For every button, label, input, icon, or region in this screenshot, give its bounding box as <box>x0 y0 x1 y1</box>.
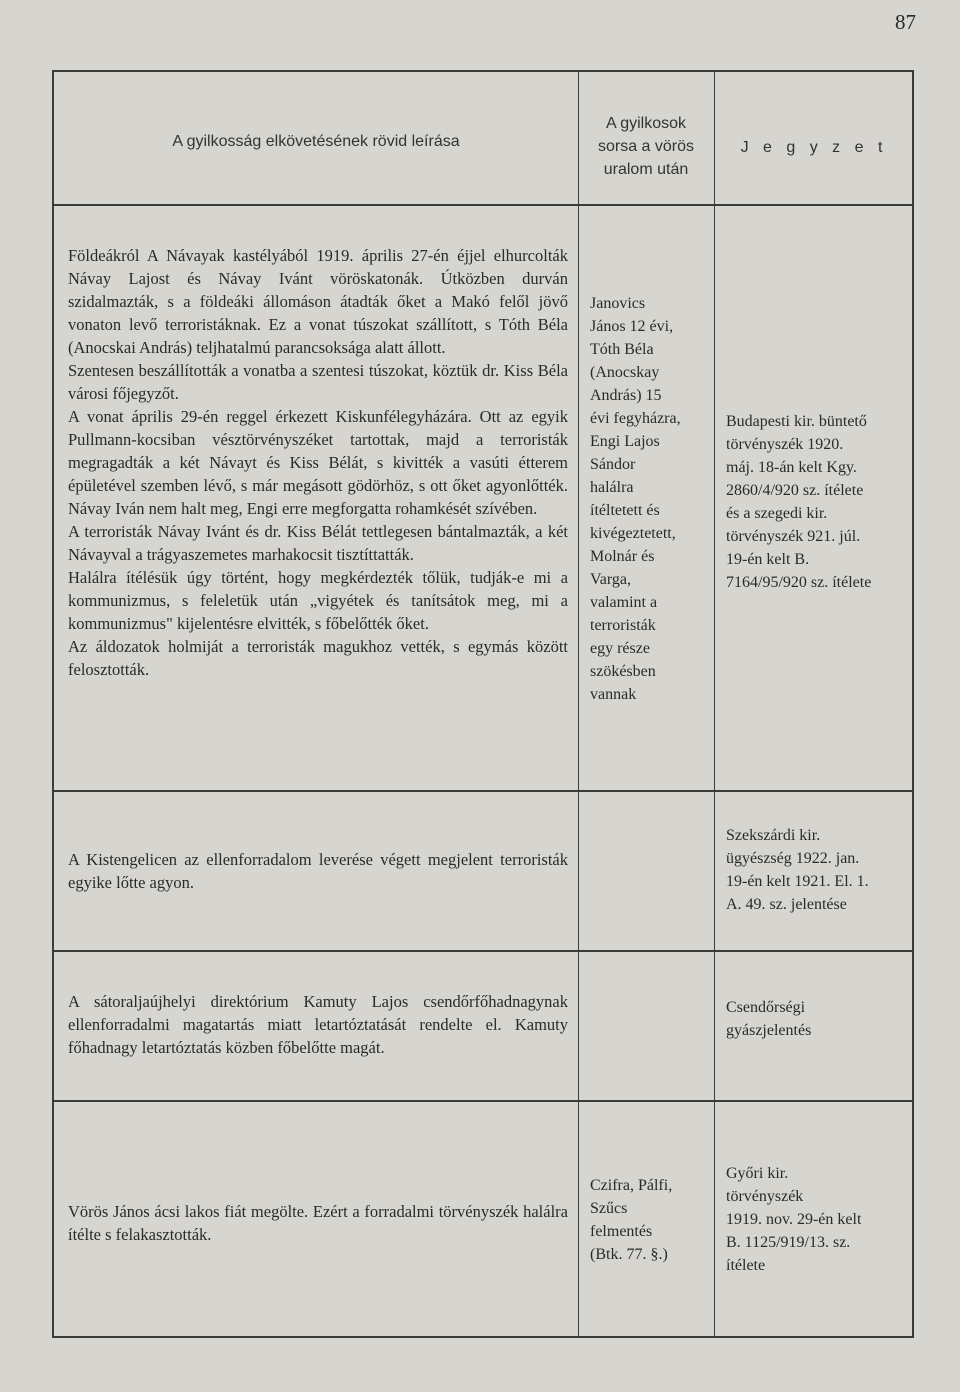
row-description <box>68 244 568 681</box>
description-paragraph: Halálra ítélésük úgy történt, hogy megkérdezték tőlük, tudják-e mi a kommunizmus, s feleletük után „vigyétek és tanítsátok meg, mi a kommunizmus" kijelentésre elvitték, s főbelőtték őket. <box>68 568 568 633</box>
column-divider <box>578 952 579 1100</box>
row-description <box>68 848 568 894</box>
note-line: ítélete <box>726 1257 766 1274</box>
note-line: törvényszék 921. júl. <box>726 528 861 545</box>
note-line: 1919. nov. 29-én kelt <box>726 1211 862 1228</box>
fate-line: felmentés <box>590 1223 653 1240</box>
row-fate <box>590 292 712 706</box>
note-line: törvényszék <box>726 1188 804 1205</box>
description-paragraph: A terroristák Návay Ivánt és dr. Kiss Bélát tettlegesen bántalmazták, a két Návayval a trágyaszemetes marhakocsit tisztíttatták. <box>68 522 568 564</box>
description-paragraph: Földeákról A Návayak kastélyából 1919. április 27-én éjjel elhurcolták Návay Lajost és Návay Ivánt vöröskatonák. Útközben durván szidalmazták, s a földeáki állomáson átadták őket a Makó felől jövő vonaton levő terroristáknak. Ez a vonat túszokat szállított, s Tóth Béla (Anocskai András) teljhatalmú parancsoksága alatt állott. <box>68 246 568 357</box>
fate-line: János 12 évi, <box>590 318 674 335</box>
row-note <box>726 824 912 916</box>
fate-line: Czifra, Pálfi, <box>590 1177 673 1194</box>
fate-line: ítéltetett és <box>590 502 660 519</box>
row-fate <box>590 1174 712 1266</box>
fate-line: Engi Lajos <box>590 433 660 450</box>
column-divider <box>714 792 715 950</box>
row-description <box>68 990 568 1059</box>
page-number: 87 <box>895 10 916 34</box>
table-row <box>54 952 912 1102</box>
note-line: 19-én kelt 1921. El. 1. <box>726 873 869 890</box>
column-divider <box>714 1102 715 1336</box>
description-paragraph: Szentesen beszállították a vonatba a szentesi túszokat, köztük dr. Kiss Béla városi főjegyzőt. <box>68 361 568 403</box>
fate-line: Janovics <box>590 295 646 312</box>
header-note: J e g y z e t <box>740 139 888 156</box>
note-line: ügyészség 1922. jan. <box>726 850 860 867</box>
row-note <box>726 996 912 1042</box>
header-fate <box>578 112 714 181</box>
note-line: Csendőrségi <box>726 999 806 1016</box>
fate-line: évi fegyházra, <box>590 410 681 427</box>
note-line: és a szegedi kir. <box>726 505 828 522</box>
note-line: gyászjelentés <box>726 1022 812 1039</box>
row-description <box>68 1200 568 1246</box>
header-fate-line: uralom után <box>603 161 689 178</box>
column-divider <box>578 1102 579 1336</box>
header-fate-line: A gyilkosok <box>605 115 687 132</box>
note-line: 7164/95/920 sz. ítélete <box>726 574 872 591</box>
note-line: máj. 18-án kelt Kgy. <box>726 459 857 476</box>
column-divider <box>714 952 715 1100</box>
table-row <box>54 792 912 952</box>
description-paragraph: A sátoraljaújhelyi direktórium Kamuty Lajos csendőrfőhadnagynak ellenforradalmi magatartás miatt letartóztatását rendelte el. Kamuty főhadnagy letartóztatás közben főbelőtte magát. <box>68 992 568 1057</box>
description-paragraph: Az áldozatok holmiját a terroristák magukhoz vették, s egymás között felosztották. <box>68 637 568 679</box>
row-note <box>726 410 912 594</box>
row-note <box>726 1162 912 1277</box>
fate-line: vannak <box>590 686 637 703</box>
note-line: 19-én kelt B. <box>726 551 810 568</box>
fate-line: Szűcs <box>590 1200 628 1217</box>
note-line: A. 49. sz. jelentése <box>726 896 847 913</box>
fate-line: Sándor <box>590 456 636 473</box>
note-line: B. 1125/919/13. sz. <box>726 1234 851 1251</box>
description-paragraph: A Kistengelicen az ellenforradalom leverése végett megjelent terroristák egyike lőtte agyon. <box>68 850 568 892</box>
fate-line: kivégeztetett, <box>590 525 676 542</box>
fate-line: terroristák <box>590 617 656 634</box>
note-line: Budapesti kir. büntető <box>726 413 867 430</box>
table-row <box>54 206 912 792</box>
fate-line: Molnár és <box>590 548 655 565</box>
column-divider <box>714 206 715 790</box>
fate-line: Varga, <box>590 571 632 588</box>
header-description: A gyilkosság elkövetésének rövid leírása <box>172 133 460 150</box>
column-divider <box>578 792 579 950</box>
description-paragraph: A vonat április 29-én reggel érkezett Kiskunfélegyházára. Ott az egyik Pullmann-kocsiban vésztörvényszéket tartottak, majd a terroristák megragadták a két Návayt és Kiss Bélát, s kivitték a vasúti étterem épületével szemben lévő, s már megásott gödörhöz, s ott őket agyonlőtték. Návay Iván nem halt meg, Engi erre megforgatta rohamkését szívében. <box>68 407 568 518</box>
fate-line: (Btk. 77. §.) <box>590 1246 668 1263</box>
fate-line: szökésben <box>590 663 656 680</box>
note-line: 2860/4/920 sz. ítélete <box>726 482 864 499</box>
note-line: Győri kir. <box>726 1165 789 1182</box>
description-paragraph: Vörös János ácsi lakos fiát megölte. Ezért a forradalmi törvényszék halálra ítélte s felakasztották. <box>68 1202 568 1244</box>
column-divider <box>578 206 579 790</box>
fate-line: egy része <box>590 640 650 657</box>
fate-line: valamint a <box>590 594 658 611</box>
header-fate-line: sorsa a vörös <box>597 138 695 155</box>
note-line: Szekszárdi kir. <box>726 827 821 844</box>
fate-line: Tóth Béla <box>590 341 654 358</box>
fate-line: halálra <box>590 479 634 496</box>
fate-line: András) 15 <box>590 387 662 404</box>
table-row <box>54 1102 912 1336</box>
fate-line: (Anocskay <box>590 364 660 381</box>
note-line: törvényszék 1920. <box>726 436 844 453</box>
record-table <box>52 70 914 1338</box>
table-header-row <box>54 72 912 206</box>
